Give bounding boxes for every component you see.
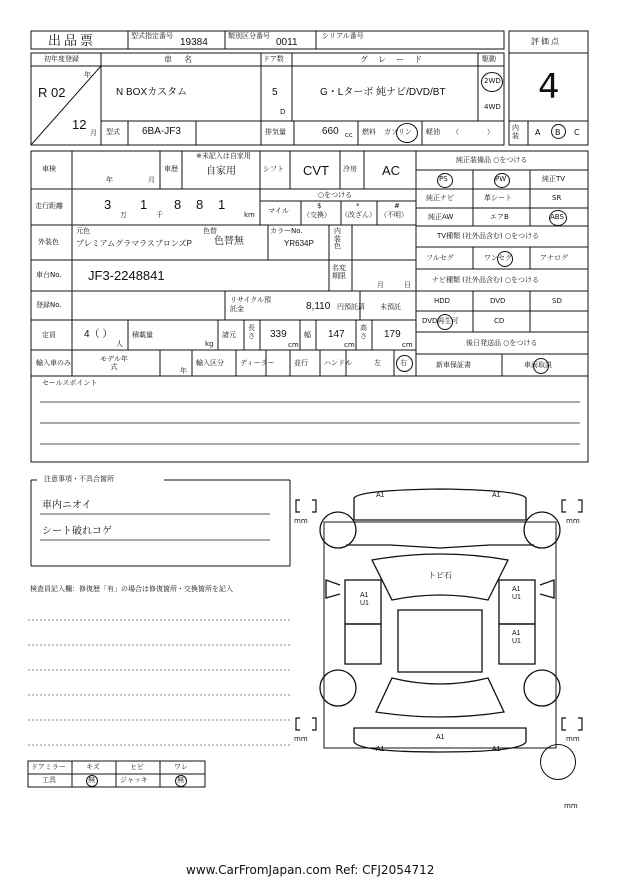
length-value: 339: [270, 329, 287, 340]
reg-month: 12: [72, 117, 87, 132]
inspection-year-unit: 年: [106, 176, 113, 184]
model-label: 型式: [106, 128, 120, 136]
capacity-label: 定員: [42, 331, 56, 339]
mileage-digit-4: 8: [196, 197, 204, 212]
altered-sym: *: [356, 202, 360, 210]
color-change-label: 色替: [203, 227, 217, 235]
width-unit: cm: [344, 341, 355, 349]
equip-ps: PS: [439, 175, 448, 183]
fuel-gas: ガソリン: [384, 128, 412, 136]
height-unit: cm: [402, 341, 413, 349]
equip-navi: 純正ナビ: [426, 194, 454, 202]
spare-tire-icon: [540, 744, 576, 780]
mileage-digit-1: 3: [104, 197, 112, 212]
length-unit: cm: [288, 341, 299, 349]
docs-warranty: 新車保証書: [436, 361, 471, 369]
serial-label: シリアル番号: [322, 32, 364, 40]
interior-b: B: [555, 128, 561, 137]
legend-tool-label: 工具: [42, 776, 56, 784]
fuel-label: 燃料: [362, 128, 376, 136]
mm-label-spare: mm: [564, 802, 578, 810]
circle-note: ○をつける: [318, 191, 353, 199]
legend-mirror: ドアミラー: [31, 763, 66, 771]
legend-jack-mark: 無: [177, 776, 184, 784]
mileage-digit-3: 8: [174, 197, 182, 212]
color-no-label: カラーNo.: [270, 227, 303, 235]
chassis-label: 車台No.: [36, 271, 62, 279]
equip-airbag: エアB: [490, 213, 509, 221]
width-label: 幅: [304, 331, 311, 339]
equip-aw: 純正AW: [428, 213, 454, 221]
shift-label: シフト: [263, 165, 284, 173]
car-diagram: [320, 489, 560, 752]
equip-sr: SR: [552, 194, 562, 202]
type-cert-label: 型式指定番号: [131, 32, 173, 40]
legend-scratch: キズ: [86, 763, 100, 771]
height-label: 高さ: [360, 324, 367, 340]
unknown-sym: #: [394, 202, 400, 210]
factory-equip-title: 純正装備品 ○をつける: [456, 156, 528, 164]
recycle-value: 8,110: [306, 301, 331, 312]
mm-label-fl: mm: [294, 517, 308, 525]
recycle-none: 未預託: [380, 303, 401, 311]
inspector-note: 検査員記入欄：修復歴「有」の場合は修復箇所・交換箇所を記入: [30, 585, 233, 593]
equip-leather: 革シート: [484, 194, 512, 202]
type-cert-no: 19384: [180, 37, 208, 48]
drive-2wd: 2WD: [484, 77, 501, 85]
load-label: 積載量: [132, 331, 153, 339]
car-name: N BOXカスタム: [116, 87, 188, 98]
damage-mark-6: A1: [376, 746, 385, 753]
year-unit: 年: [84, 71, 91, 79]
equip-abs: ABS: [550, 213, 564, 221]
exchange-label: （交換）: [303, 211, 331, 219]
km-unit: km: [244, 211, 255, 219]
parallel-option: 並行: [294, 359, 308, 367]
unknown-label: （不明）: [380, 211, 408, 219]
interior-c: C: [574, 128, 580, 137]
category-label: 類別区分番号: [228, 32, 270, 40]
width-value: 147: [328, 329, 345, 340]
interior-label: 内装: [512, 124, 519, 140]
equip-pw: PW: [495, 175, 507, 183]
damage-mark-4: A1 U1: [512, 586, 521, 601]
legend-crack: ヒビ: [130, 763, 144, 771]
legend-break: ワレ: [174, 763, 188, 771]
mile-label: マイル: [268, 207, 289, 215]
damage-mark-3: A1 U1: [360, 592, 369, 607]
color-label: 外装色: [38, 238, 59, 246]
capacity-unit: 人: [116, 340, 123, 348]
docs-title: 後日発送品 ○をつける: [466, 339, 538, 347]
import-label: 輸入車のみ: [36, 359, 71, 367]
recycle-suffix: 円預託済: [337, 303, 365, 311]
handle-right: 右: [400, 359, 407, 367]
color-orig-label: 元色: [76, 227, 90, 235]
first-reg-label: 初年度登録: [44, 55, 79, 63]
inspection-label: 車検: [42, 165, 56, 173]
recycle-label: リサイクル預託金: [230, 296, 272, 314]
legend-jack-label: ジャッキ: [120, 776, 148, 784]
displacement-unit: cc: [345, 131, 353, 139]
doors-label: ドア数: [263, 55, 284, 63]
mm-label-rl: mm: [294, 735, 308, 743]
displacement-label: 排気量: [265, 128, 286, 136]
exchange-sym: $: [317, 202, 322, 210]
chassis-value: JF3-2248841: [88, 268, 165, 283]
fuel-other: （ ）: [452, 128, 494, 136]
tv-title: TV種類 (社外品含む) ○をつける: [437, 232, 540, 240]
kg-unit: kg: [205, 340, 214, 348]
sheet-title: 出品票: [48, 34, 97, 49]
color-no: YR634P: [284, 239, 314, 248]
car-name-label: 車名: [164, 55, 204, 64]
docs-manual: 車両取説: [524, 361, 552, 369]
damage-mark-7: A1: [436, 734, 445, 741]
mm-label-fr: mm: [566, 517, 580, 525]
damage-mark-2: A1: [492, 492, 501, 499]
name-change-month: 月: [377, 281, 384, 289]
ac-value: AC: [382, 163, 401, 178]
model-value: 6BA-JF3: [142, 126, 181, 137]
month-unit: 月: [90, 129, 97, 137]
handle-label: ハンドル: [324, 359, 352, 367]
era-year: R 02: [38, 85, 66, 100]
fuel-diesel: 軽油: [426, 128, 440, 136]
footer-watermark: www.CarFromJapan.com Ref: CFJ2054712: [186, 863, 435, 877]
history-note: ※未記入は自家用: [196, 152, 251, 160]
interior-color-label: 内装色: [334, 227, 341, 251]
import-cat-label: 輸入区分: [196, 359, 224, 367]
altered-label: （改ざん）: [341, 211, 376, 219]
dims-label: 諸元: [222, 331, 236, 339]
sales-point-label: セールスポイント: [42, 379, 98, 387]
navi-dvd-play: DVD再生可: [422, 317, 459, 325]
color-change: 色替無: [214, 236, 244, 247]
length-label: 長さ: [248, 324, 255, 340]
mileage-digit-5: 1: [218, 197, 226, 212]
damage-mark-1: A1: [376, 492, 385, 499]
height-value: 179: [384, 329, 401, 340]
dealer-option: ディーラー: [240, 359, 275, 367]
history-value: 自家用: [206, 166, 236, 177]
drive-label: 駆動: [482, 55, 496, 63]
notes-line-2: シート破れコゲ: [42, 526, 112, 537]
score-value: 4: [538, 67, 560, 107]
category-no: 0011: [276, 37, 298, 48]
damage-mark-chip: トビ石: [428, 571, 452, 580]
capacity-value: 4（ ）: [84, 329, 113, 340]
notes-line-1: 車内ニオイ: [42, 500, 92, 511]
mm-label-rr: mm: [566, 735, 580, 743]
shift-value: CVT: [303, 163, 329, 178]
doors-value: 5: [272, 87, 278, 98]
history-label: 車歴: [164, 165, 178, 173]
ac-label: 冷房: [343, 165, 357, 173]
name-change-label: 名変期限: [332, 264, 346, 281]
sen-unit: 千: [156, 211, 163, 219]
navi-title: ナビ種類 (社外品含む) ○をつける: [432, 276, 540, 284]
damage-mark-5: A1 U1: [512, 630, 521, 645]
reg-label: 登録No.: [36, 301, 62, 309]
drive-4wd: 4WD: [484, 103, 501, 111]
handle-left: 左: [374, 359, 381, 367]
navi-cd: CD: [494, 317, 505, 325]
displacement-value: 660: [322, 126, 339, 137]
model-year-unit: 年: [180, 367, 187, 375]
inspection-month-unit: 月: [148, 176, 155, 184]
grade-value: G・Lターボ 純ナビ/DVD/BT: [320, 87, 446, 98]
interior-a: A: [535, 128, 541, 137]
notes-title: 注意事項・不具合箇所: [44, 475, 114, 483]
score-label: 評価点: [531, 37, 561, 46]
man-unit: 万: [120, 211, 127, 219]
tv-analog: アナログ: [540, 254, 568, 262]
navi-hdd: HDD: [434, 297, 451, 305]
color-orig: プレミアムグラマラスブロンズP: [76, 239, 192, 248]
navi-dvd: DVD: [490, 297, 506, 305]
navi-sd: SD: [552, 297, 562, 305]
name-change-day: 日: [404, 281, 411, 289]
door-suffix: D: [280, 108, 286, 116]
legend-tool-mark: 無: [88, 776, 95, 784]
tv-oneseg: ワンセグ: [484, 254, 512, 262]
tv-fullseg: フルセグ: [426, 254, 454, 262]
damage-mark-8: A1: [492, 746, 501, 753]
mileage-digit-2: 1: [140, 197, 148, 212]
equip-tv: 純正TV: [542, 175, 566, 183]
mileage-label: 走行距離: [35, 202, 63, 210]
grade-label: グレード: [360, 55, 432, 64]
model-year-label: モデル年式: [100, 355, 128, 372]
